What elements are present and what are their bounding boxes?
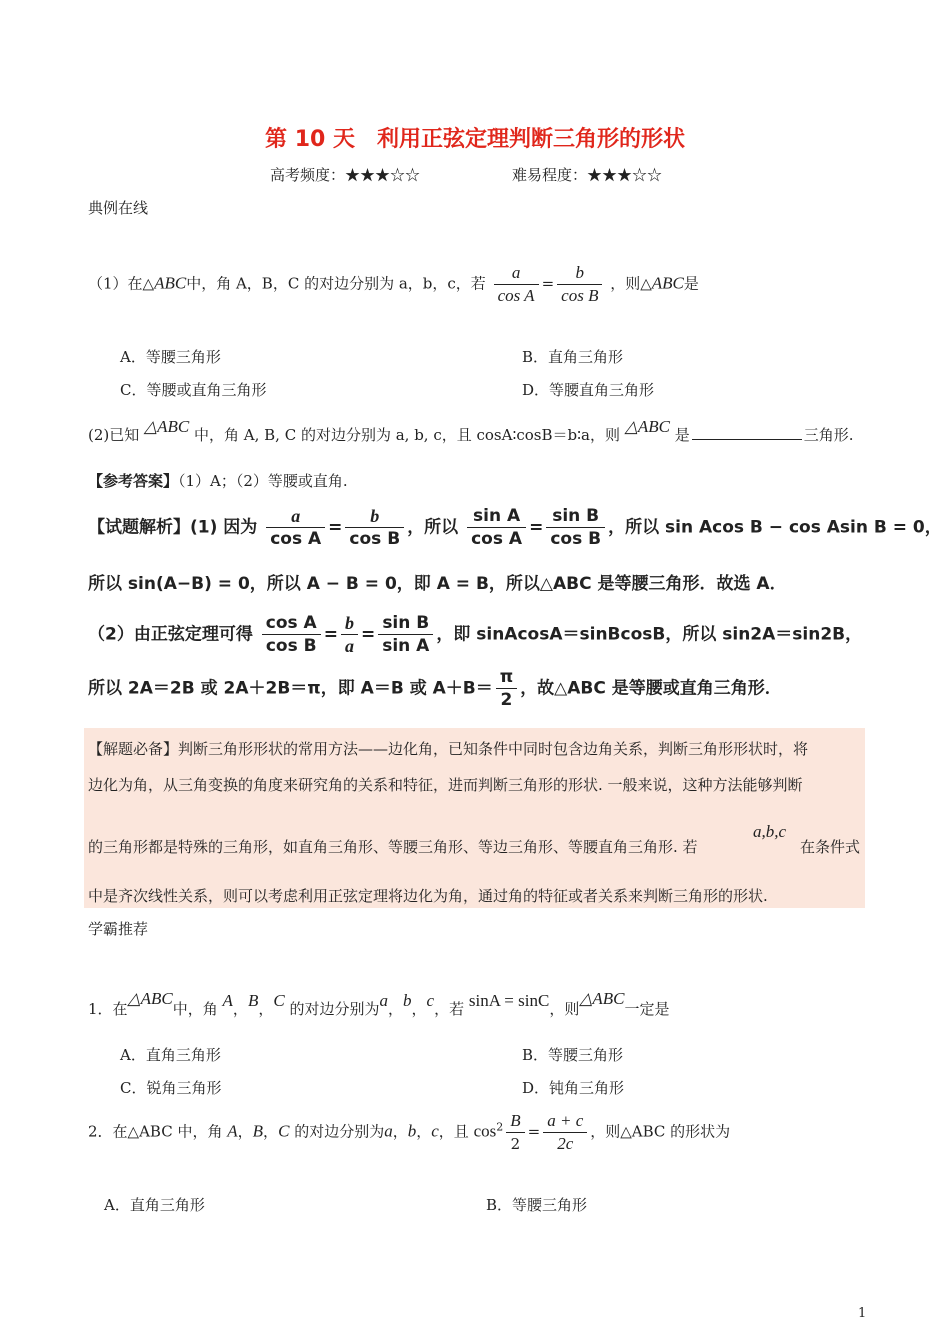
analysis-fraction-6: $\frac{b}{a}$ bbox=[341, 612, 358, 657]
analysis-fraction-3: $\frac{\text{sin A}}{\text{cos A}}$ bbox=[467, 505, 526, 550]
q1-fraction-2: $\frac{b}{\text{cos B}}$ bbox=[557, 262, 602, 307]
page-title: 第 10 天 利用正弦定理判断三角形的形状 bbox=[265, 127, 685, 152]
answer-blank bbox=[692, 439, 802, 440]
q1-option-c: C．等腰或直角三角形 bbox=[120, 381, 267, 399]
q1-fraction-1: $\frac{a}{\text{cos A}}$ bbox=[494, 262, 539, 307]
q1-mid: 中，角 A，B，C 的对边分别为 a，b，c，若 bbox=[186, 274, 486, 293]
analysis-fraction-7: $\frac{\text{sin B}}{\text{sin A}}$ bbox=[378, 612, 433, 657]
q1-prefix: （1）在△ bbox=[88, 274, 155, 293]
p1-triangle: △ABC bbox=[127, 989, 173, 1008]
p2-fraction-2: $\frac{a + c}{2c}$ bbox=[543, 1110, 587, 1155]
problem-2: 2．在△ABC 中，角 A，B，C 的对边分别为a，b，c，且 $\cos^2$ $\frac{B}{2}$ = $\frac{a + c}{2c}$ ，则△ABC 的形状为 bbox=[88, 1111, 731, 1153]
analysis-fraction-8: $\frac{\pi}{2}$ bbox=[496, 666, 517, 711]
answer-text: （1）A；（2）等腰或直角. bbox=[178, 472, 348, 490]
q1-abc-2: ABC bbox=[651, 273, 684, 293]
freq-stars: ★★★☆☆ bbox=[345, 166, 421, 184]
q2-prefix: (2)已知 bbox=[88, 426, 140, 444]
analysis-fraction-4: $\frac{\text{sin B}}{\text{cos B}}$ bbox=[546, 505, 605, 550]
analysis-line-4: 所以 2A＝2B 或 2A＋2B＝π，即 A＝B 或 A＋B＝ $\frac{\pi}{2}$ ，故△ABC 是等腰或直角三角形． bbox=[88, 667, 782, 710]
p1-condition: sinA = sinC bbox=[468, 991, 550, 1010]
p1-triangle-2: △ABC bbox=[579, 989, 625, 1008]
p1-option-a: A．直角三角形 bbox=[120, 1046, 221, 1064]
q2-suffix: 三角形. bbox=[803, 426, 854, 444]
tip-line-3: 的三角形都是特殊的三角形，如直角三角形、等腰三角形、等边三角形、等腰直角三角形. 若 bbox=[88, 838, 698, 856]
analysis-line-1: 【试题解析】(1) 因为 $\frac{a}{\text{cos A}}$ = $\frac{b}{\text{cos B}}$ ，所以 $\frac{\text{sin A}}{\text{cos A}}$ = $\frac{\text{sin B}}{\text{cos B}}$ ，所以 sin Acos B − cos Asin B = 0， bbox=[88, 506, 942, 549]
tip-line-3-end: 在条件式 bbox=[800, 838, 861, 856]
analysis-fraction-2: $\frac{b}{\text{cos B}}$ bbox=[345, 505, 404, 550]
question-2 bbox=[88, 417, 854, 445]
q1-end: 是 bbox=[683, 274, 699, 293]
p1-option-b: B．等腰三角形 bbox=[522, 1046, 624, 1064]
q1-option-a: A．等腰三角形 bbox=[120, 348, 221, 366]
p2-fraction-1: $\frac{B}{2}$ bbox=[506, 1110, 524, 1155]
reference-answer bbox=[88, 470, 348, 491]
analysis-fraction-5: $\frac{\text{cos A}}{\text{cos B}}$ bbox=[262, 612, 321, 657]
tip-line-1: 【解题必备】判断三角形形状的常用方法——边化角，已知条件中同时包含边角关系，判断三角形形状时，将 bbox=[88, 740, 809, 758]
analysis-label: 【试题解析】 bbox=[88, 517, 190, 538]
q1-suffix: ，则△ bbox=[610, 274, 652, 293]
q2-is: 是 bbox=[674, 426, 690, 444]
page-number: 1 bbox=[858, 1306, 867, 1321]
section-heading-examples: 典例在线 bbox=[88, 199, 149, 217]
diff-label: 难易程度： bbox=[512, 166, 588, 184]
q2-triangle: △ABC bbox=[144, 417, 190, 436]
answer-label: 【参考答案】 bbox=[88, 472, 179, 490]
q1-abc: ABC bbox=[154, 273, 187, 293]
problem-1: 1．在△ABC中，角 A，B，C 的对边分别为a，b，c，若 sinA = sinC，则△ABC一定是 bbox=[88, 989, 670, 1018]
section-heading-recommend: 学霸推荐 bbox=[88, 920, 149, 938]
frequency-rating bbox=[270, 164, 420, 185]
analysis-fraction-1: $\frac{a}{\text{cos A}}$ bbox=[266, 505, 325, 550]
p1-option-d: D．钝角三角形 bbox=[522, 1079, 625, 1097]
difficulty-rating bbox=[512, 164, 662, 185]
p2-option-b: B．等腰三角形 bbox=[486, 1196, 588, 1214]
diff-stars: ★★★☆☆ bbox=[587, 166, 663, 184]
q1-option-d: D．等腰直角三角形 bbox=[522, 381, 655, 399]
q1-equals: = bbox=[541, 274, 555, 293]
analysis-line-3: （2）由正弦定理可得 $\frac{\text{cos A}}{\text{cos B}}$ = $\frac{b}{a}$ = $\frac{\text{sin B}}{\text{sin A}}$ ，即 sinAcosA＝sinBcosB，所以 sin2A＝sin2B， bbox=[88, 613, 863, 656]
question-1 bbox=[88, 262, 699, 307]
analysis-line-2: 所以 sin(A−B) = 0，所以 A − B = 0，即 A = B，所以△ABC 是等腰三角形．故选 A． bbox=[88, 574, 787, 594]
q1-option-b: B．直角三角形 bbox=[522, 348, 624, 366]
freq-label: 高考频度： bbox=[270, 166, 346, 184]
q2-triangle-2: △ABC bbox=[624, 417, 670, 436]
tip-variables: a,b,c bbox=[753, 822, 787, 841]
tip-line-4: 中是齐次线性关系，则可以考虑利用正弦定理将边化为角，通过角的特征或者关系来判断三角形的形状. bbox=[88, 887, 768, 905]
tip-line-2: 边化为角，从三角变换的角度来研究角的关系和特征，进而判断三角形的形状. 一般来说，这种方法能够判断 bbox=[88, 776, 803, 794]
p2-option-a: A．直角三角形 bbox=[104, 1196, 205, 1214]
q2-mid: 中，角 A, B, C 的对边分别为 a, b, c，且 cosA∶cosB＝b∶a，则 bbox=[194, 426, 620, 444]
p1-option-c: C．锐角三角形 bbox=[120, 1079, 222, 1097]
